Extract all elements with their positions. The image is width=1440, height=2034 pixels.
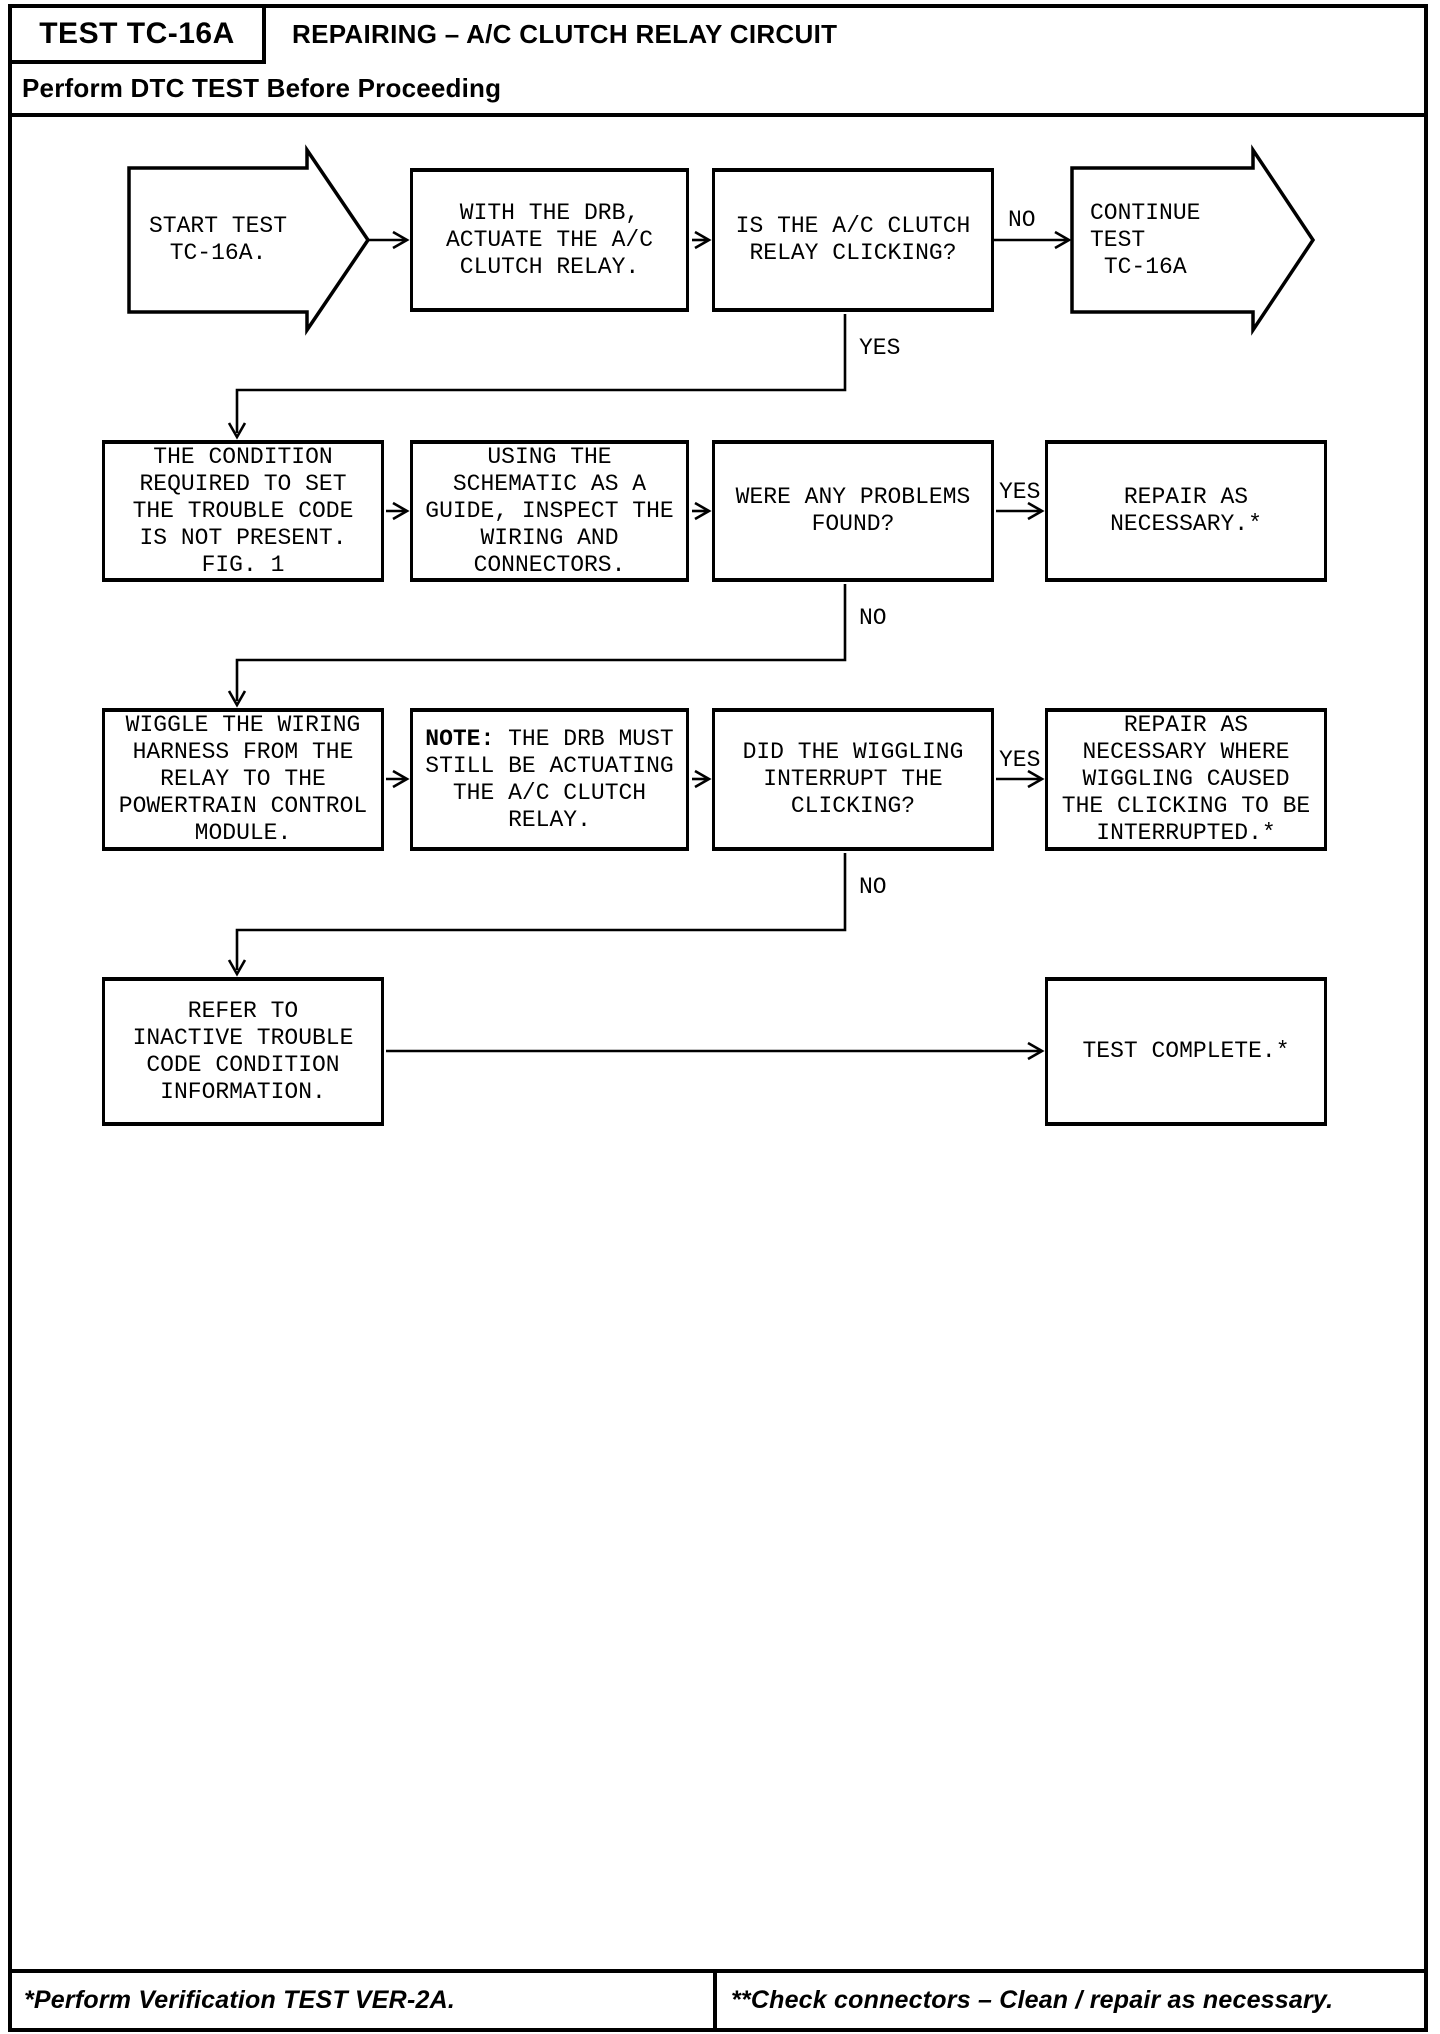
flow-node-problems-found-text: WERE ANY PROBLEMS FOUND?	[735, 484, 971, 537]
flow-node-test-complete-text: TEST COMPLETE.*	[1082, 1038, 1290, 1064]
flow-node-inspect-wiring	[410, 440, 689, 582]
flow-node-condition-not-present	[102, 440, 384, 582]
flow-node-continue-test	[1072, 168, 1253, 312]
footnote-connectors: **Check connectors – Clean / repair as necessary.	[731, 1986, 1334, 2014]
flow-node-test-complete	[1045, 977, 1327, 1126]
flow-node-actuate-relay-text: WITH THE DRB, ACTUATE THE A/C CLUTCH RELAY.	[445, 199, 654, 280]
flow-node-relay-clicking	[712, 168, 994, 312]
wire-problems-no-bend	[237, 584, 845, 701]
page-title: REPAIRING – A/C CLUTCH RELAY CIRCUIT	[292, 18, 838, 49]
branch-label-yes-2: YES	[999, 479, 1041, 505]
flow-node-problems-found	[712, 440, 994, 582]
wire-clicking-yes-bend	[237, 314, 845, 433]
flow-node-repair-where-wiggling	[1045, 708, 1327, 851]
test-id-label: TEST TC-16A	[39, 17, 235, 50]
flow-node-wiggling-interrupt	[712, 708, 994, 851]
footnote-verification: *Perform Verification TEST VER-2A.	[24, 1986, 455, 2014]
branch-label-yes-1: YES	[859, 335, 901, 361]
flow-node-wiggling-interrupt-text: DID THE WIGGLING INTERRUPT THE CLICKING?	[742, 739, 964, 819]
flow-node-start	[129, 168, 307, 312]
flow-node-note-drb-text	[425, 726, 673, 834]
flow-node-wiggle-harness	[102, 708, 384, 851]
flow-node-actuate-relay	[410, 168, 689, 312]
wire-interrupt-no-bend	[237, 853, 845, 970]
flow-node-repair-as-necessary-text: REPAIR AS NECESSARY.*	[1110, 484, 1262, 537]
flow-node-start-text: START TEST TC-16A.	[148, 213, 288, 266]
note-label: NOTE:	[425, 725, 495, 752]
flow-node-continue-test-text: CONTINUE TEST TC-16A	[1090, 199, 1201, 280]
flow-node-note-drb	[410, 708, 689, 851]
branch-label-yes-3: YES	[999, 747, 1041, 773]
flow-node-relay-clicking-text: IS THE A/C CLUTCH RELAY CLICKING?	[735, 213, 971, 266]
page-subtitle: Perform DTC TEST Before Proceeding	[22, 73, 502, 103]
flow-node-refer-inactive-code-text: REFER TO INACTIVE TROUBLE CODE CONDITION INFORMATION.	[132, 997, 354, 1105]
note-body: THE DRB MUST STILL BE ACTUATING THE A/C CLUTCH RELAY.	[425, 725, 674, 833]
flow-node-inspect-wiring-text: USING THE SCHEMATIC AS A GUIDE, INSPECT THE WIRING AND CONNECTORS.	[425, 443, 674, 578]
flow-node-refer-inactive-code	[102, 977, 384, 1126]
flow-node-condition-text: THE CONDITION REQUIRED TO SET THE TROUBLE CODE IS NOT PRESENT. FIG. 1	[132, 443, 354, 578]
branch-label-no-1: NO	[1008, 207, 1036, 233]
branch-label-no-2: NO	[859, 605, 887, 631]
branch-label-no-3: NO	[859, 874, 887, 900]
flow-node-wiggle-harness-text: WIGGLE THE WIRING HARNESS FROM THE RELAY TO THE POWERTRAIN CONTROL MODULE.	[118, 712, 368, 846]
flow-node-repair-as-necessary	[1045, 440, 1327, 582]
flow-node-repair-where-wiggling-text: REPAIR AS NECESSARY WHERE WIGGLING CAUSED THE CLICKING TO BE INTERRUPTED.*	[1061, 712, 1311, 846]
